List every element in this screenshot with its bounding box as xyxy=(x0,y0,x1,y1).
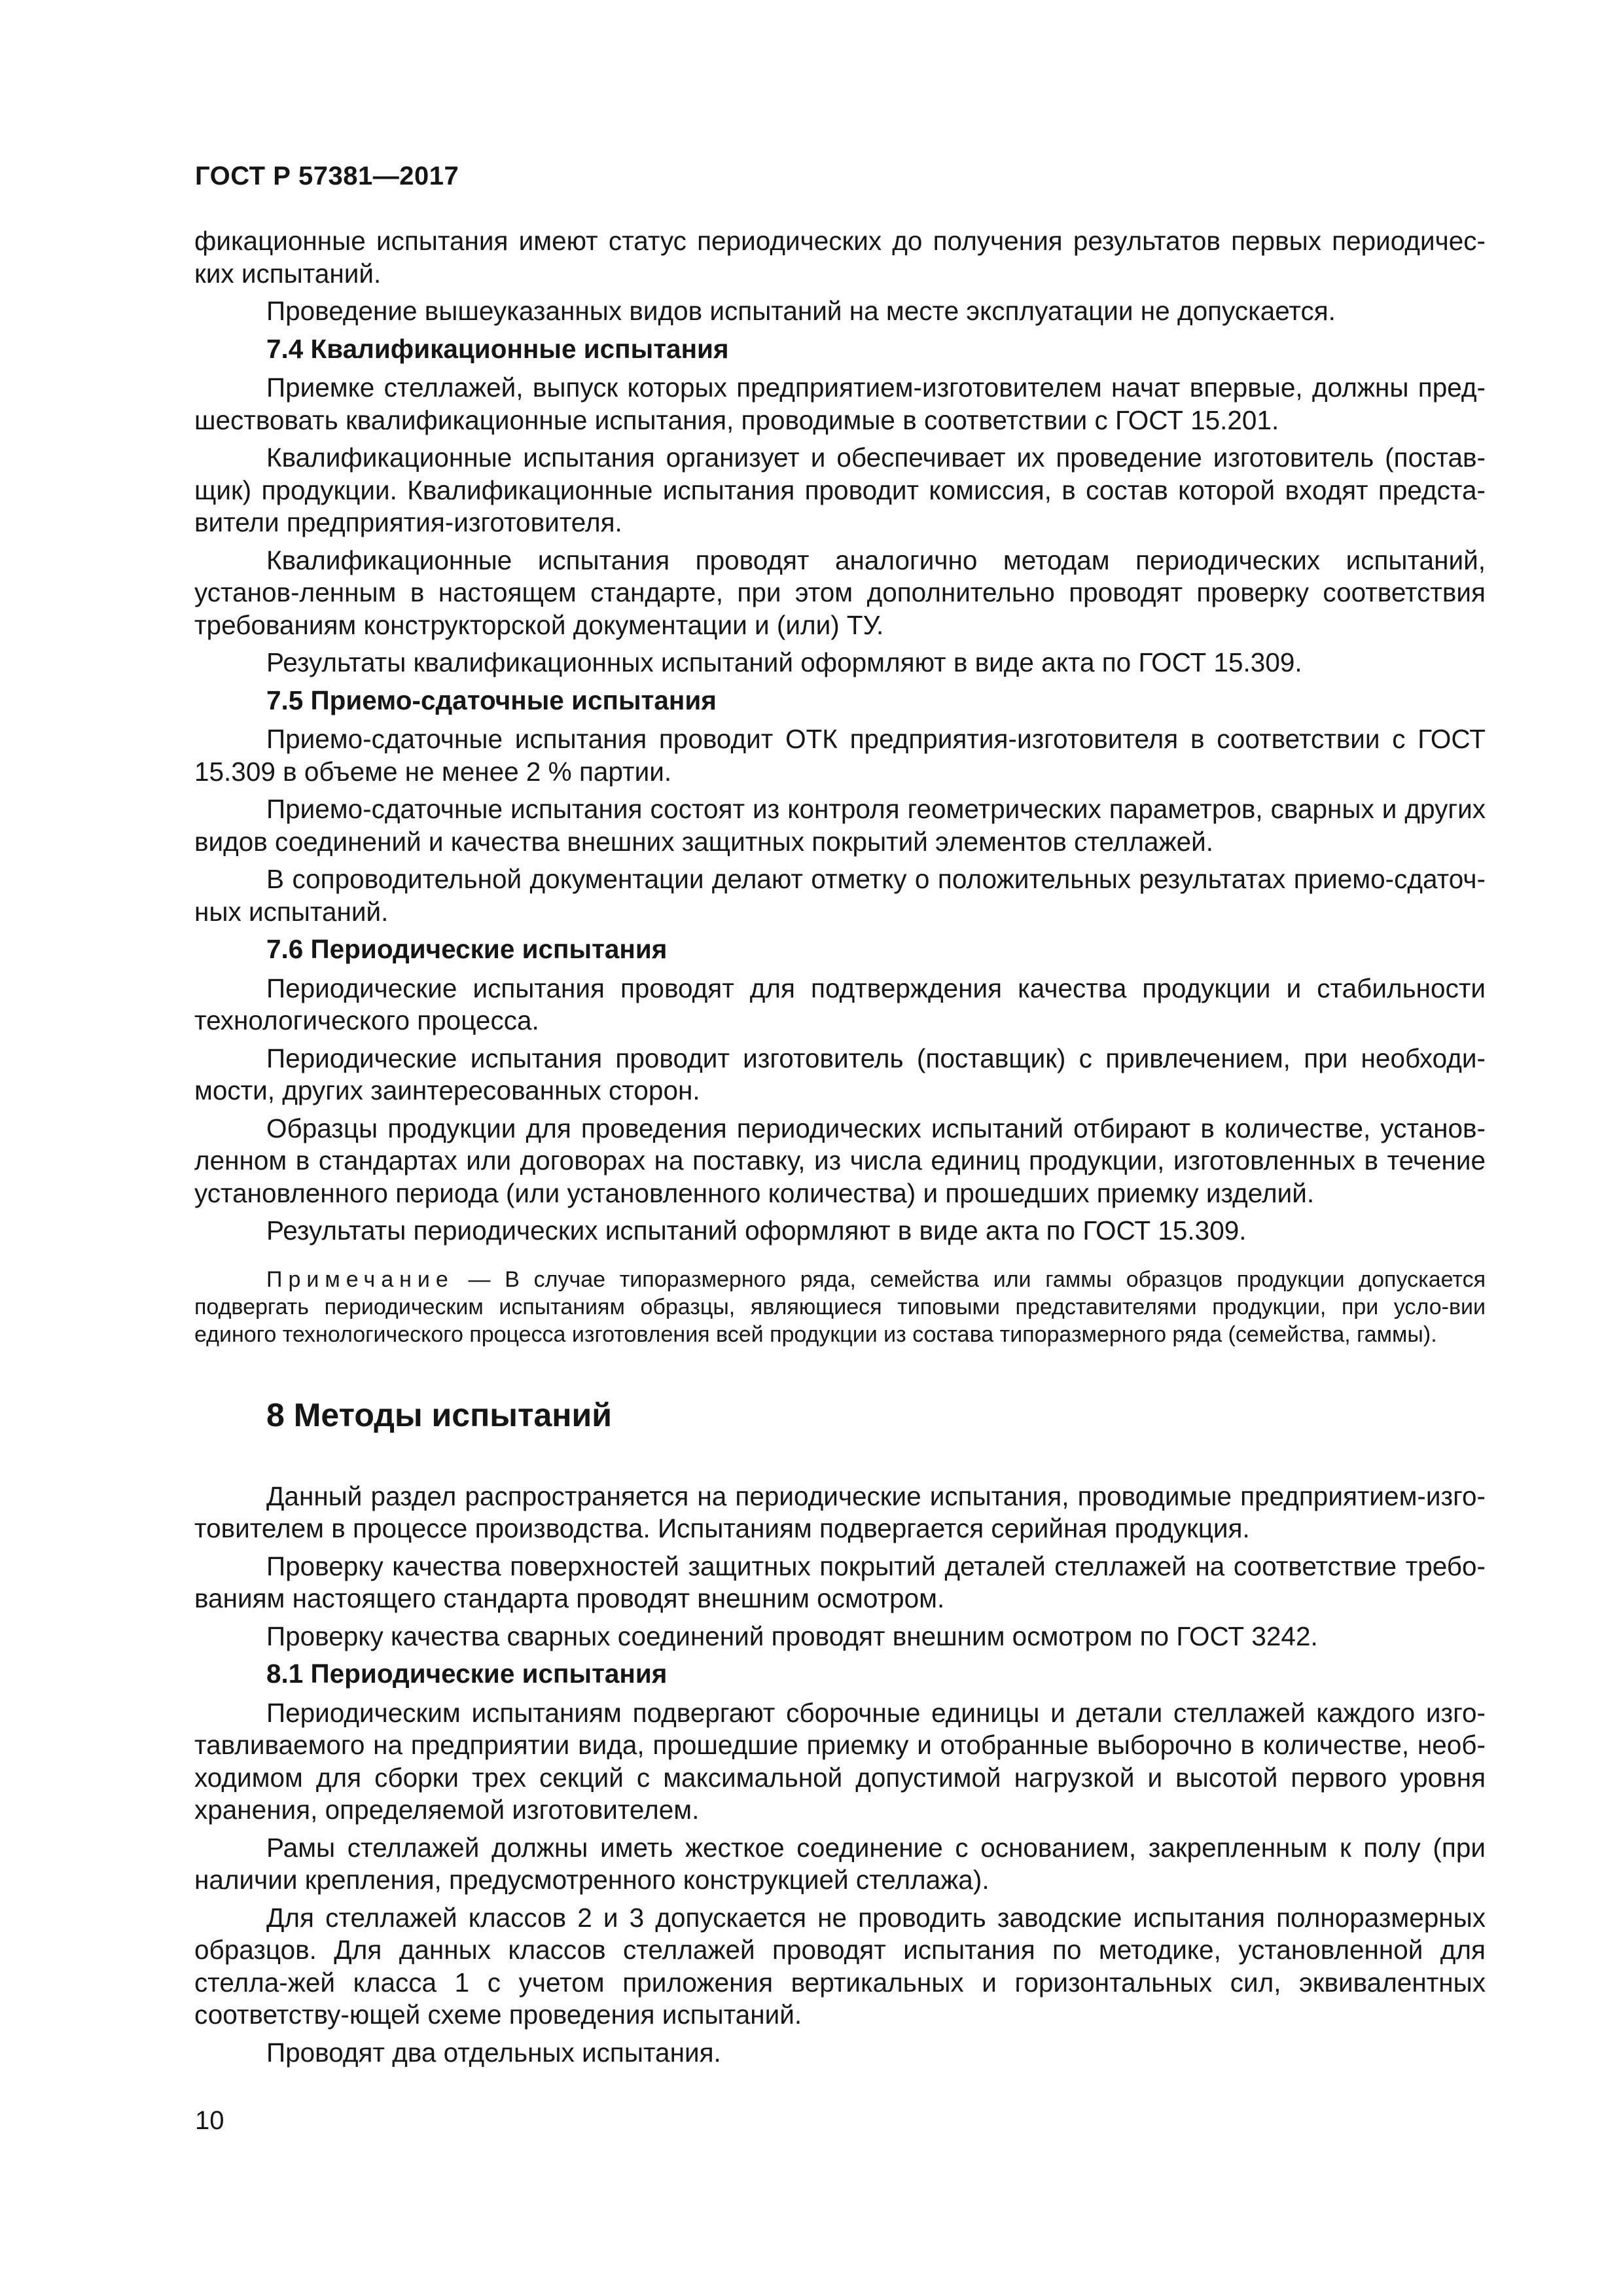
sec7-5-paragraph-1: Приемо-сдаточные испытания проводит ОТК предприятия-изготовителя в соответствии с ГОСТ 15.309 в объеме не менее 2 % партии. xyxy=(194,724,1486,787)
sec7-4-paragraph-3: Квалификационные испытания проводят аналогично методам периодических испытаний, установ-ленным в настоящем стандарте, при этом дополнительно проводят проверку соответствия требованиям конструкторской документации и (или) ТУ. xyxy=(194,545,1486,640)
sec8-paragraph-1: Данный раздел распространяется на периодические испытания, проводимые предприятием-изго-товителем в процессе производства. Испытаниям подвергается серийная продукция. xyxy=(194,1480,1486,1543)
note-text: — В случае типоразмерного ряда, семейства или гаммы образцов продукции допускается подвергать периодическим испытаниям образцы, являющиеся типовыми представителями продукции, при усло-вии единого технологического процесса изготовления всей продукции из состава типоразмерного ряда (семейства, гаммы). xyxy=(194,1266,1486,1347)
sec8-paragraph-3: Проверку качества сварных соединений проводят внешним осмотром по ГОСТ 3242. xyxy=(266,1621,1318,1651)
note-label: Примечание xyxy=(266,1266,454,1292)
sec8-1-paragraph-1: Периодическим испытаниям подвергают сборочные единицы и детали стеллажей каждого изго-тавливаемого на предприятии вида, прошедшие приемку и отобранные выборочно в количестве, необ-ходимом для сборки трех секций с максимальной допустимой нагрузкой и высотой первого уровня хранения, определяемой изготовителем. xyxy=(194,1697,1486,1825)
subsection-8-1-title: 8.1 Периодические испытания xyxy=(266,1659,668,1689)
sec7-6-paragraph-4: Результаты периодических испытаний оформляют в виде акта по ГОСТ 15.309. xyxy=(266,1215,1247,1246)
sec8-1-paragraph-3: Для стеллажей классов 2 и 3 допускается не проводить заводские испытания полноразмерных образцов. Для данных классов стеллажей проводят испытания по методике, установленной для стелла-жей класса 1 с учетом приложения вертикальных и горизонтальных сил, эквивалентных соответству-ющей схеме проведения испытаний. xyxy=(194,1902,1486,2030)
sec8-1-paragraph-4: Проводят два отдельных испытания. xyxy=(266,2037,721,2068)
sec7-4-paragraph-4: Результаты квалификационных испытаний оформляют в виде акта по ГОСТ 15.309. xyxy=(266,647,1302,677)
document-header-id: ГОСТ Р 57381—2017 xyxy=(195,162,459,190)
sec7-6-paragraph-3: Образцы продукции для проведения периодических испытаний отбирают в количестве, установ-ленном в стандартах или договорах на поставку, из числа единиц продукции, изготовленных в течение установленного периода (или установленного количества) и прошедших приемку изделий. xyxy=(194,1113,1486,1208)
subsection-7-4-title: 7.4 Квалификационные испытания xyxy=(266,333,729,364)
sec7-6-paragraph-2: Периодические испытания проводит изготовитель (поставщик) с привлечением, при необходи-мости, других заинтересованных сторон. xyxy=(194,1043,1486,1105)
subsection-7-5-title: 7.5 Приемо-сдаточные испытания xyxy=(266,685,717,715)
sec8-1-paragraph-2: Рамы стеллажей должны иметь жесткое соединение с основанием, закрепленным к полу (при наличии крепления, предусмотренного конструкцией стеллажа). xyxy=(194,1832,1486,1895)
sec7-4-paragraph-2: Квалификационные испытания организует и обеспечивает их проведение изготовитель (постав-щик) продукции. Квалификационные испытания проводит комиссия, в состав которой входят предста-вители предприятия-изготовителя. xyxy=(194,442,1486,537)
sec7-6-paragraph-1: Периодические испытания проводят для подтверждения качества продукции и стабильности технологического процесса. xyxy=(194,973,1486,1035)
sec7-4-paragraph-1: Приемке стеллажей, выпуск которых предприятием-изготовителем начат впервые, должны пред-шествовать квалификационные испытания, проводимые в соответствии с ГОСТ 15.201. xyxy=(194,372,1486,435)
subsection-7-6-title: 7.6 Периодические испытания xyxy=(266,934,668,964)
intro-continuation-paragraph: фикационные испытания имеют статус периодических до получения результатов первых периодичес-ких испытаний. xyxy=(194,226,1486,289)
sec7-5-paragraph-3: В сопроводительной документации делают отметку о положительных результатах приемо-сдаточ-ных испытаний. xyxy=(194,864,1486,927)
note-block xyxy=(194,1266,1486,1348)
sec8-paragraph-2: Проверку качества поверхностей защитных покрытий деталей стеллажей на соответствие требо-ваниям настоящего стандарта проводят внешним осмотром. xyxy=(194,1551,1486,1613)
sec7-5-paragraph-2: Приемо-сдаточные испытания состоят из контроля геометрических параметров, сварных и других видов соединений и качества внешних защитных покрытий элементов стеллажей. xyxy=(194,794,1486,857)
page-number: 10 xyxy=(195,2106,224,2135)
intro-paragraph: Проведение вышеуказанных видов испытаний на месте эксплуатации не допускается. xyxy=(266,296,1336,326)
page-content xyxy=(194,225,1486,2074)
section-8-title: 8 Методы испытаний xyxy=(266,1396,612,1433)
